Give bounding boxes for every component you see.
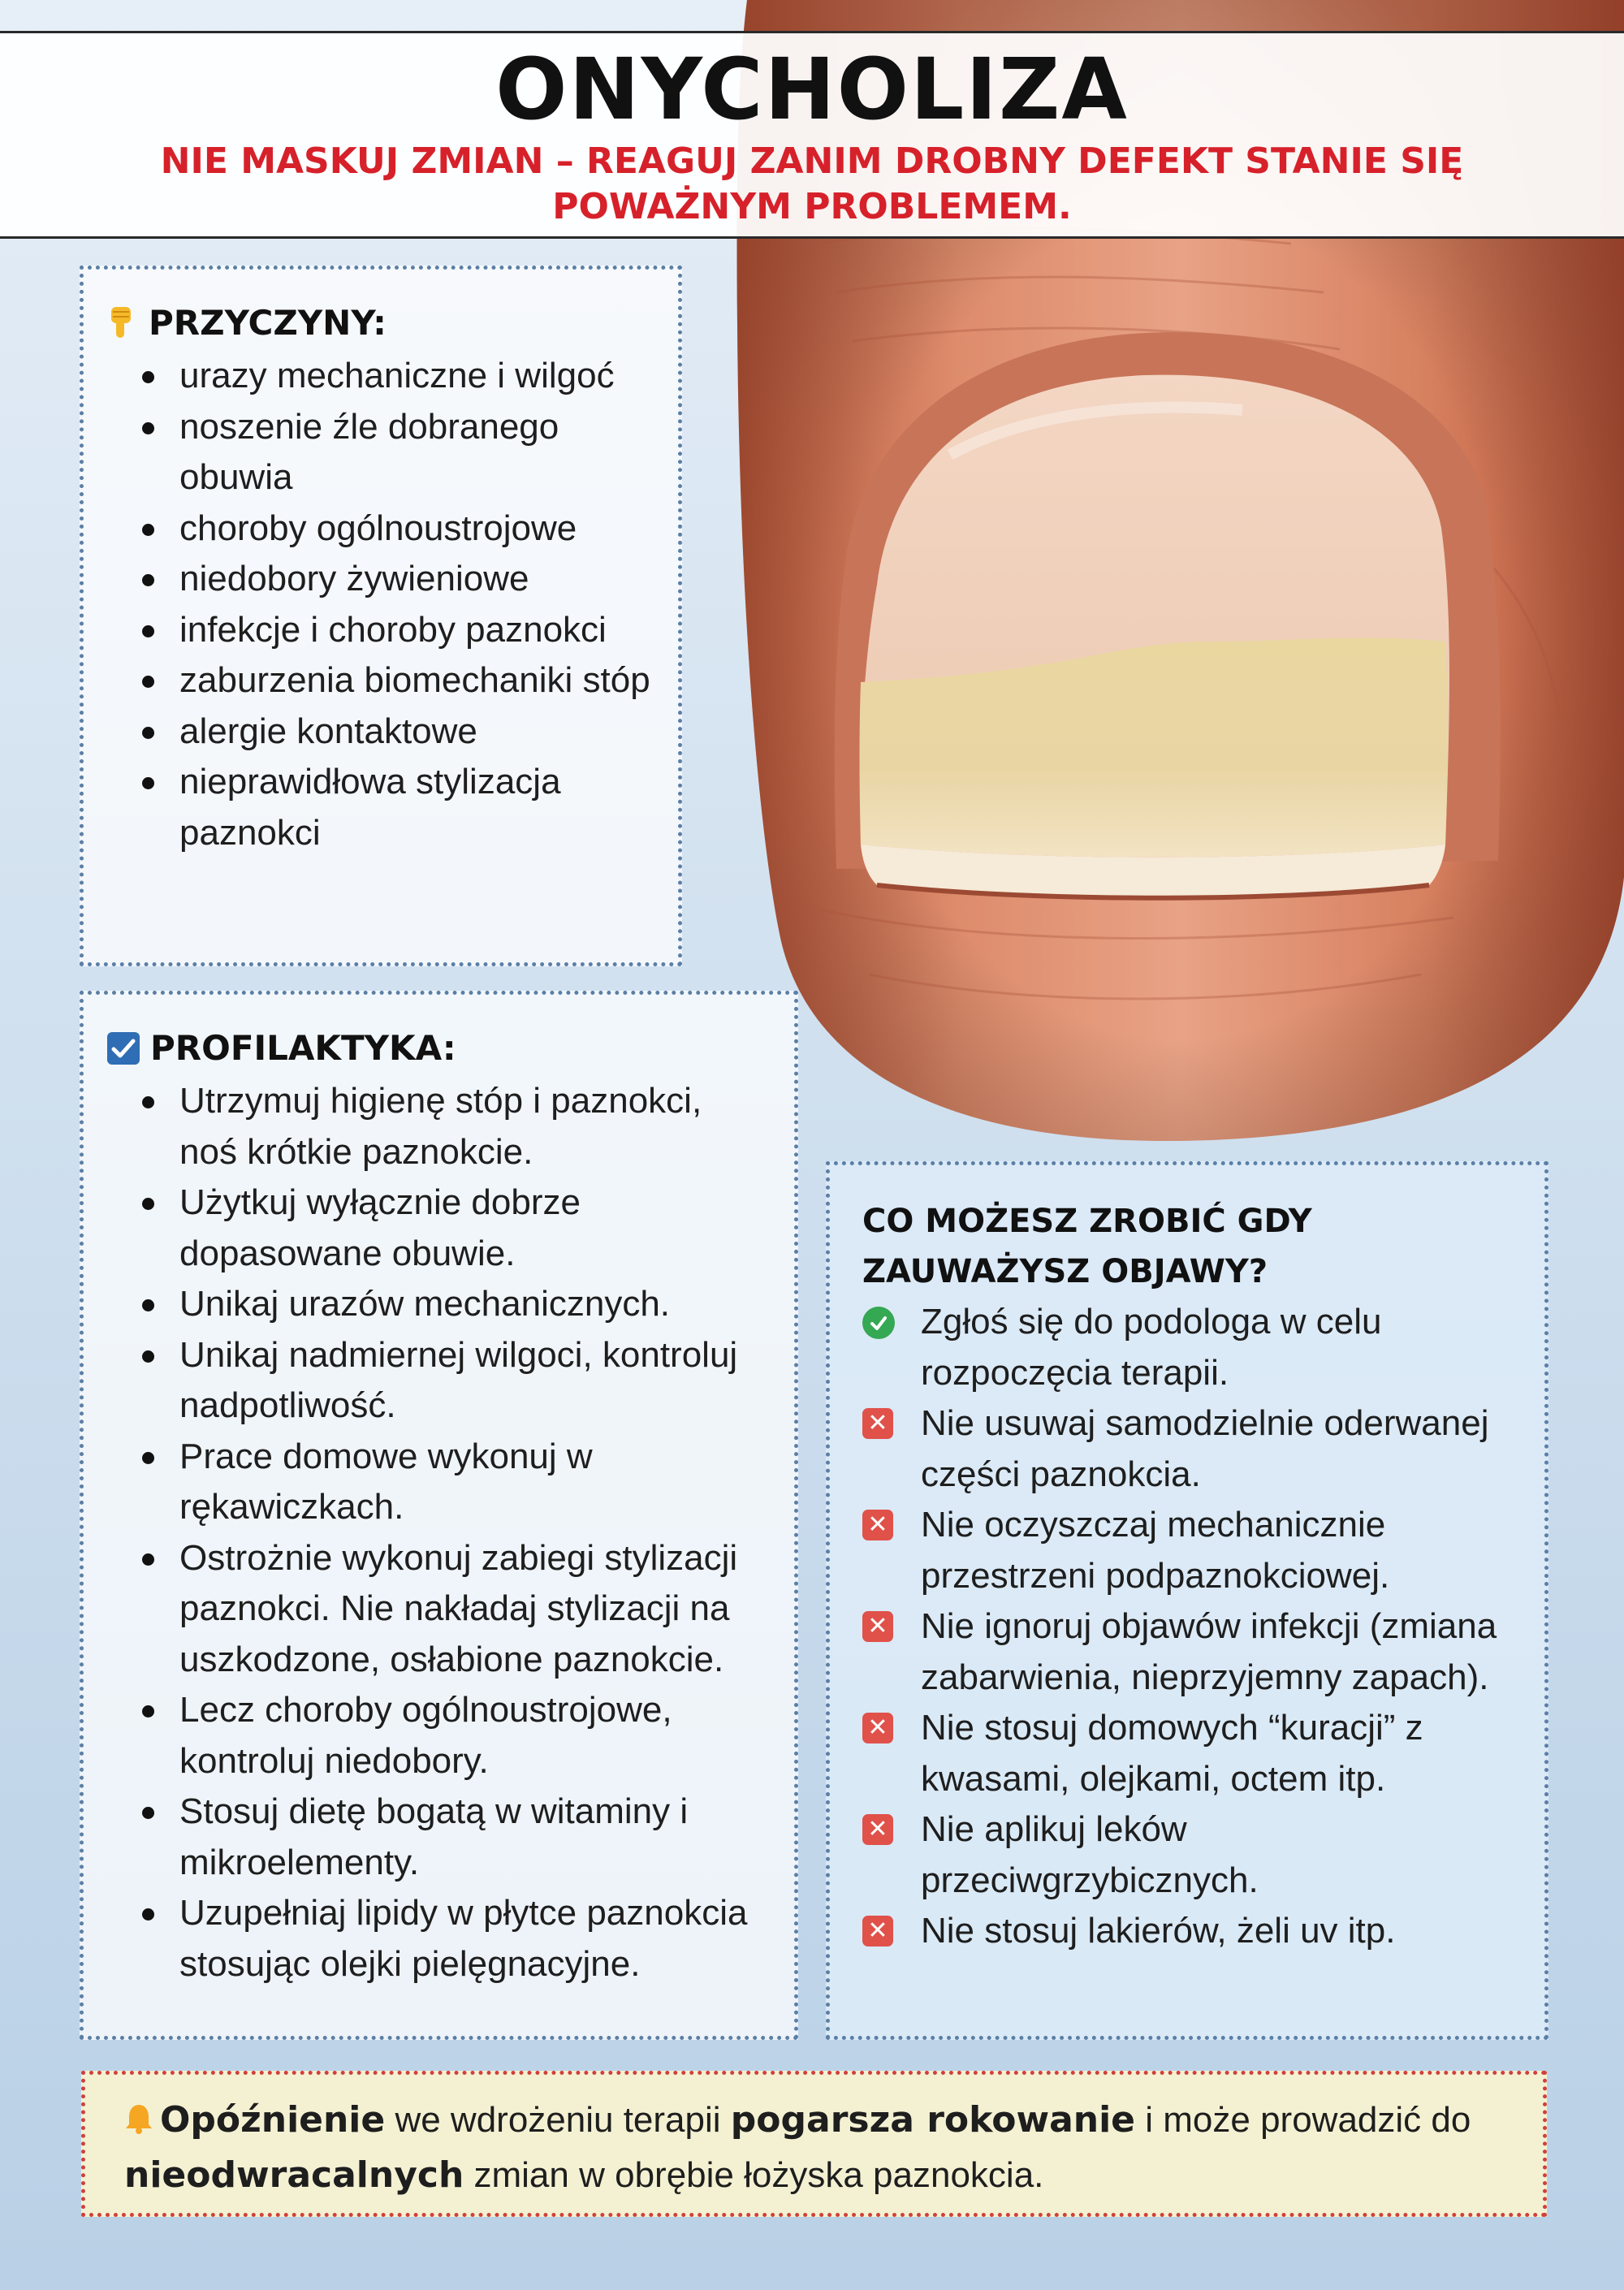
action-dont-text: Nie stosuj domowych “kuracji” z kwasami, olejkami, octem itp. xyxy=(921,1708,1423,1799)
list-item xyxy=(862,1601,1517,1703)
action-do-text: Zgłoś się do podologa w celu rozpoczęcia terapii. xyxy=(921,1302,1382,1393)
action-dont-text: Nie stosuj lakierów, żeli uv itp. xyxy=(921,1911,1396,1951)
list-item: urazy mechaniczne i wilgoć xyxy=(139,351,650,402)
warning-bold-3: nieodwracalnych xyxy=(124,2154,464,2196)
warning-bold-2: pogarsza rokowanie xyxy=(730,2099,1136,2141)
prevention-heading-label: PROFILAKTYKA: xyxy=(150,1028,456,1068)
list-item: zaburzenia biomechaniki stóp xyxy=(139,655,650,706)
prevention-panel xyxy=(80,991,798,2040)
list-item: Ostrożnie wykonuj zabiegi stylizacji paznokci. Nie nakładaj stylizacji na uszkodzone, osłabione paznokcie. xyxy=(139,1533,767,1686)
list-item: Lecz choroby ogólnoustrojowe, kontroluj niedobory. xyxy=(139,1685,767,1787)
red-x-icon: ✕ xyxy=(862,1611,893,1642)
list-item: Utrzymuj higienę stóp i paznokci, noś krótkie paznokcie. xyxy=(139,1076,767,1177)
bell-icon xyxy=(124,2098,153,2150)
list-item: alergie kontaktowe xyxy=(139,706,650,758)
list-item: noszenie źle dobranego obuwia xyxy=(139,402,650,503)
red-x-icon: ✕ xyxy=(862,1408,893,1439)
list-item xyxy=(862,1906,1517,1957)
list-item: Użytkuj wyłącznie dobrze dopasowane obuwie. xyxy=(139,1177,767,1279)
list-item: infekcje i choroby paznokci xyxy=(139,605,650,656)
list-item xyxy=(862,1500,1517,1601)
prevention-heading xyxy=(106,1024,767,1073)
red-x-icon: ✕ xyxy=(862,1510,893,1540)
warning-bold-1: Opóźnienie xyxy=(160,2099,386,2141)
list-item xyxy=(862,1297,1517,1398)
action-dont-text: Nie aplikuj leków przeciwgrzybicznych. xyxy=(921,1809,1259,1900)
page-title: ONYCHOLIZA xyxy=(495,40,1129,139)
page-subtitle: NIE MASKUJ ZMIAN – REAGUJ ZANIM DROBNY DEFEKT STANIE SIĘ POWAŻNYM PROBLEMEM. xyxy=(160,140,1464,227)
prevention-list xyxy=(106,1076,767,1990)
red-x-icon: ✕ xyxy=(862,1916,893,1946)
action-dont-text: Nie oczyszczaj mechanicznie przestrzeni podpaznokciowej. xyxy=(921,1505,1390,1596)
list-item xyxy=(862,1804,1517,1906)
red-x-icon: ✕ xyxy=(862,1814,893,1845)
causes-heading xyxy=(106,299,650,348)
green-check-icon xyxy=(862,1307,895,1339)
list-item: Prace domowe wykonuj w rękawiczkach. xyxy=(139,1432,767,1533)
actions-list xyxy=(862,1297,1517,1957)
red-x-icon: ✕ xyxy=(862,1713,893,1743)
list-item: niedobory żywieniowe xyxy=(139,554,650,605)
list-item: Unikaj nadmiernej wilgoci, kontroluj nadpotliwość. xyxy=(139,1330,767,1432)
action-dont-text: Nie ignoruj objawów infekcji (zmiana zabarwienia, nieprzyjemny zapach). xyxy=(921,1606,1497,1697)
list-item xyxy=(862,1398,1517,1500)
warning-text-2: i może prowadzić do xyxy=(1135,2100,1471,2140)
header-banner xyxy=(0,31,1624,239)
list-item: Uzupełniaj lipidy w płytce paznokcia stosując olejki pielęgnacyjne. xyxy=(139,1888,767,1990)
list-item: Stosuj dietę bogatą w witaminy i mikroelementy. xyxy=(139,1787,767,1888)
causes-panel xyxy=(80,266,682,966)
checkbox-icon xyxy=(106,1031,140,1065)
list-item xyxy=(862,1703,1517,1804)
action-dont-text: Nie usuwaj samodzielnie oderwanej części paznokcia. xyxy=(921,1403,1489,1494)
warning-text-3: zmian w obrębie łożyska paznokcia. xyxy=(464,2155,1044,2195)
pointing-down-hand-icon xyxy=(106,305,139,341)
list-item: Unikaj urazów mechanicznych. xyxy=(139,1279,767,1330)
list-item: choroby ogólnoustrojowe xyxy=(139,503,650,555)
causes-list xyxy=(106,351,650,858)
warning-text-1: we wdrożeniu terapii xyxy=(385,2100,731,2140)
list-item: nieprawidłowa stylizacja paznokci xyxy=(139,757,650,858)
actions-panel xyxy=(826,1161,1548,2040)
causes-heading-label: PRZYCZYNY: xyxy=(149,303,387,343)
actions-heading: CO MOŻESZ ZROBIĆ GDY ZAUWAŻYSZ OBJAWY? xyxy=(862,1203,1312,1290)
warning-box xyxy=(81,2071,1547,2217)
